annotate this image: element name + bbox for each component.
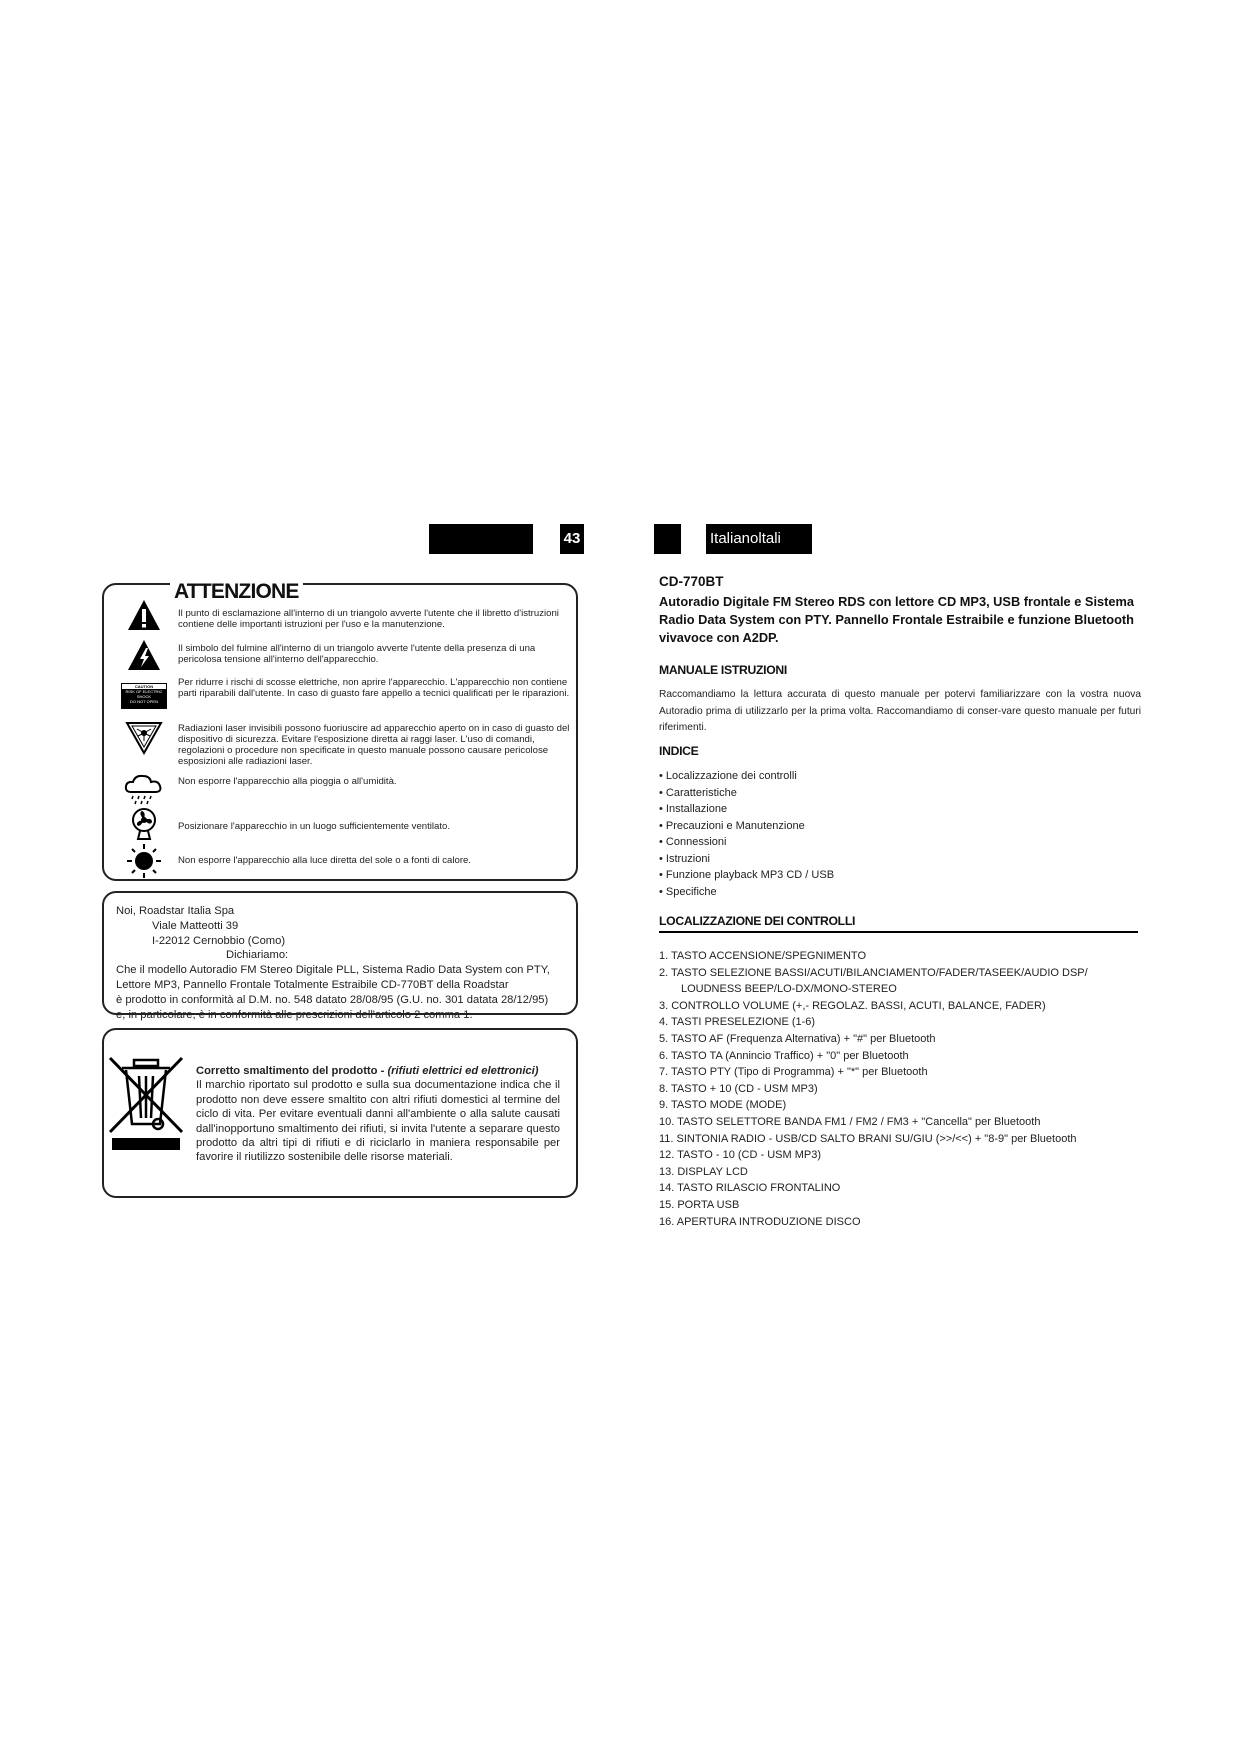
list-item: 7. TASTO PTY (Tipo di Programma) + "*" per Bluetooth — [659, 1066, 928, 1079]
declaration-street: Viale Matteotti 39 — [152, 919, 239, 932]
list-item: 2. TASTO SELEZIONE BASSI/ACUTI/BILANCIAMENTO/FADER/TASEEK/AUDIO DSP/ — [659, 966, 1088, 979]
list-item: • Localizzazione dei controlli — [659, 770, 797, 782]
sun-icon — [118, 842, 170, 880]
exclamation-triangle-icon — [118, 598, 170, 632]
declaration-line: e, in particolare, è in conformità alle prescrizioni dell'articolo 2 comma 1. — [116, 1008, 473, 1021]
list-item: 12. TASTO - 10 (CD - USM MP3) — [659, 1149, 821, 1162]
list-item: 10. TASTO SELETTORE BANDA FM1 / FM2 / FM3 + "Cancella" per Bluetooth — [659, 1115, 1041, 1128]
declaration-line: Che il modello Autoradio FM Stereo Digitale PLL, Sistema Radio Data System con PTY, — [116, 964, 550, 977]
list-item: • Istruzioni — [659, 852, 710, 865]
list-item: 4. TASTI PRESELEZIONE (1-6) — [659, 1016, 816, 1029]
declaration-line: è prodotto in conformità al D.M. no. 548 datato 28/08/95 (G.U. no. 301 datata 28/12/95) — [116, 993, 549, 1006]
model-name: CD-770BT — [659, 574, 724, 589]
warning-text-5: Non esporre l'apparecchio alla pioggia o all'umidità. — [178, 776, 397, 787]
list-item: 8. TASTO + 10 (CD - USM MP3) — [659, 1082, 818, 1095]
warning-text-1: Il punto di esclamazione all'interno di un triangolo avverte l'utente che il libretto d'istruzioni contiene delle importanti istruzioni per l'uso e la manutenzione. — [178, 608, 559, 630]
product-subtitle: Autoradio Digitale FM Stereo RDS con lettore CD MP3, USB frontale e Sistema Radio Data System con PTY. Pannello Frontale Estraibile e funzione Bluetooth vivavoce con A2DP. — [659, 594, 1134, 645]
declaration-city: I-22012 Cernobbio (Como) — [152, 934, 286, 947]
list-item: • Installazione — [659, 803, 728, 815]
caution-label-icon: CAUTION RISK OF ELECTRIC SHOCK DO NOT OPEN — [118, 683, 170, 709]
list-item: • Precauzioni e Manutenzione — [659, 819, 805, 832]
warning-text-7: Non esporre l'apparecchio alla luce diretta del sole o a fonti di calore. — [178, 855, 472, 866]
controls-heading: LOCALIZZAZIONE DEI CONTROLLI — [659, 914, 856, 928]
declaration-company: Noi, Roadstar Italia Spa — [116, 905, 235, 917]
weee-title-italic: (rifiuti elettrici ed elettronici) — [387, 1065, 539, 1077]
manual-intro: Raccomandiamo la lettura accurata di questo manuale per potervi familiarizzare con la vostra nuova Autoradio prima di utilizzarlo per la prima volta. Raccomandiamo di conser-vare questo manuale per futuri riferimenti. — [659, 689, 1141, 733]
warning-text-6: Posizionare l'apparecchio in un luogo sufficientemente ventilato. — [178, 821, 451, 832]
header-bar-square — [654, 524, 681, 554]
rain-cloud-icon — [118, 771, 170, 807]
controls-list — [659, 948, 1145, 1230]
list-item: • Funzione playback MP3 CD / USB — [659, 869, 835, 881]
lightning-triangle-icon — [118, 638, 170, 672]
crossed-bin-icon — [106, 1054, 186, 1157]
language-tab: Italianoltali — [706, 524, 812, 554]
declaration-text — [116, 904, 576, 1022]
list-item: 14. TASTO RILASCIO FRONTALINO — [659, 1182, 841, 1195]
list-item: 6. TASTO TA (Annincio Traffico) + "0" per Bluetooth — [659, 1049, 909, 1062]
weee-title: Corretto smaltimento del prodotto - — [196, 1065, 388, 1077]
warning-text-3: Per ridurre i rischi di scosse elettriche, non aprire l'apparecchio. L'apparecchio non contiene parti riparabili dall'utente. In caso di guasto fare appello a tecnici qualificati per le riparazioni. — [178, 677, 570, 699]
index-heading: INDICE — [659, 744, 699, 758]
warning-text-4: Radiazioni laser invisibili possono fuoriuscire ad apparecchio aperto on in caso di guasto del dispositivo di sicurezza. Evitare l'esposizione diretta ai raggi laser. L'uso di comandi, regolazioni o procedure non specificate in questo manuale possono causare pericolose esposizioni alle radiazioni laser. — [178, 723, 570, 767]
warning-title: ATTENZIONE — [170, 580, 303, 604]
list-item: 9. TASTO MODE (MODE) — [659, 1099, 787, 1112]
list-item: 11. SINTONIA RADIO - USB/CD SALTO BRANI SU/GIU (>>/<<) + "8-9" per Bluetooth — [659, 1132, 1077, 1145]
laser-triangle-icon — [118, 720, 170, 756]
page-number: 43 — [560, 524, 584, 554]
list-item: 13. DISPLAY LCD — [659, 1165, 748, 1178]
list-item: 5. TASTO AF (Frequenza Alternativa) + "#" per Bluetooth — [659, 1032, 936, 1045]
manual-heading: MANUALE ISTRUZIONI — [659, 663, 787, 677]
fan-icon — [118, 806, 170, 842]
list-item: LOUDNESS BEEP/LO-DX/MONO-STEREO — [681, 983, 897, 996]
controls-divider — [659, 931, 1138, 933]
warning-text-2: Il simbolo del fulmine all'interno di un triangolo avverte l'utente della presenza di una pericolosa tensione all'interno dell'apparecchio. — [178, 643, 536, 665]
header-bar-left — [429, 524, 533, 554]
list-item: 16. APERTURA INTRODUZIONE DISCO — [659, 1215, 861, 1228]
declaration-line: Lettore MP3, Pannello Frontale Totalmente Estraibile CD-770BT della Roadstar — [116, 978, 509, 991]
list-item: 3. CONTROLLO VOLUME (+,- REGOLAZ. BASSI, ACUTI, BALANCE, FADER) — [659, 999, 1046, 1012]
list-item: 1. TASTO ACCENSIONE/SPEGNIMENTO — [659, 950, 867, 962]
weee-body: Il marchio riportato sul prodotto e sulla sua documentazione indica che il prodotto non deve essere smaltito con altri rifiuti domestici al termine del ciclo di vita. Per evitare eventuali danni all'ambiente o alla salute causati dall'inopportuno smaltimento dei rifiuti, si invita l'utente a separare questo prodotto da altri tipi di rifiuti e di riciclarlo in maniera responsabile per favorire il riutilizzo sostenibile delle risorse materiali. — [196, 1079, 560, 1164]
declaration-declare: Dichiariamo: — [226, 949, 289, 962]
list-item: 15. PORTA USB — [659, 1198, 740, 1211]
weee-text — [196, 1064, 560, 1165]
list-item: • Caratteristiche — [659, 786, 737, 799]
list-item: • Specifiche — [659, 885, 717, 898]
list-item: • Connessioni — [659, 836, 727, 848]
index-list — [659, 768, 834, 900]
